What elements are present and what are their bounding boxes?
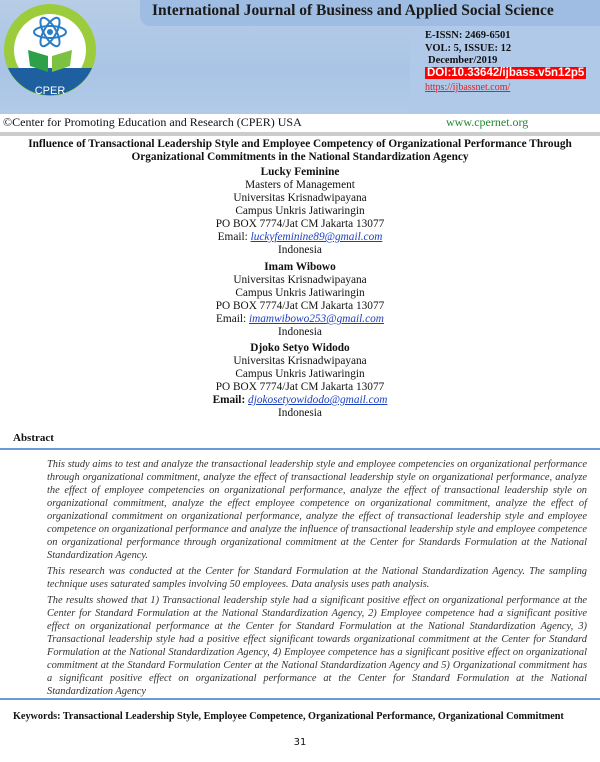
author-email-link[interactable]: imamwibowo253@gmail.com xyxy=(248,313,384,325)
email-label: Email: xyxy=(216,313,247,325)
author-affiliation: PO BOX 7774/Jat CM Jakarta 13077 xyxy=(215,300,385,312)
author-email-line xyxy=(0,231,600,244)
abstract-paragraph: This research was conducted at the Center for Standard Formulation at the National Standardization Agency. The sampling technique uses saturated samples involving 50 employees. Data analysis uses path analysis. xyxy=(47,566,587,590)
email-label: Email: xyxy=(217,231,248,243)
paper-title-line1: Influence of Transactional Leadership Style and Employee Competency of Organizational Performance Through xyxy=(28,138,572,150)
abstract-heading: Abstract xyxy=(13,432,54,444)
abstract-paragraph: The results showed that 1) Transactional leadership style had a significant positive effect on organizational performance at the Center for Standard Formulation at the National Standardization Agency, 2) Employee competence had a significant positive effect on organizational performance at the Center for Standard Formulation at the National Standardization Agency, 3) Transactional leadership style had a positive effect significant towards organizational commitment at the Center for Standard Formulation at the National Standardization Agency, 4) Employee competence has a significant positive effect on organizational commitment at the Standard Formulation Center at the National Standardization Agency and 5) Organizational commitment has a significant positive effect on organizational performance at the Center for Standard Formulation at the National Standardization Agency xyxy=(47,595,587,697)
org-url-link[interactable]: www.cpernet.org xyxy=(446,115,529,129)
issue-date: December/2019 xyxy=(428,55,498,66)
journal-header xyxy=(0,0,600,118)
abstract-bottom-rule xyxy=(0,698,600,700)
author-affiliation: PO BOX 7774/Jat CM Jakarta 13077 xyxy=(215,381,385,393)
author-name: Imam Wibowo xyxy=(264,261,336,273)
abstract-top-rule xyxy=(0,448,600,450)
divider xyxy=(0,132,600,136)
author-affiliation: Campus Unkris Jatiwaringin xyxy=(235,205,365,217)
author-country: Indonesia xyxy=(278,326,322,338)
author-country: Indonesia xyxy=(278,244,322,256)
author-email-link[interactable]: djokosetyowidodo@gmail.com xyxy=(248,394,388,406)
eissn: E-ISSN: 2469-6501 xyxy=(425,30,511,41)
author-affiliation: Universitas Krisnadwipayana xyxy=(233,274,367,286)
author-country: Indonesia xyxy=(278,407,322,419)
author-email-link[interactable]: luckyfeminine89@gmail.com xyxy=(250,231,383,243)
author-name: Lucky Feminine xyxy=(260,166,340,178)
org-bar xyxy=(0,114,600,130)
abstract-body xyxy=(47,458,587,701)
svg-text:CPER: CPER xyxy=(34,85,66,97)
author-name: Djoko Setyo Widodo xyxy=(250,342,350,354)
paper-title-line2: Organizational Commitments in the National Standardization Agency xyxy=(131,151,469,163)
volume-issue: VOL: 5, ISSUE: 12 xyxy=(425,43,512,54)
author-block xyxy=(0,261,600,339)
journal-title: International Journal of Business and Applied Social Science xyxy=(152,2,554,19)
author-affiliation: Universitas Krisnadwipayana xyxy=(233,355,367,367)
author-block xyxy=(0,342,600,420)
abstract-paragraph: This study aims to test and analyze the transactional leadership style and employee competencies on organizational performance through organizational commitment, analyze the effect of transactional leadership style on organizational performance, analyze the effect of employee competencies on organizational performance, analyze the effect of transactional leadership style on organizational commitment, analyze the effect employee competence on organizational commitment, analyze the effect of organizational commitment on organizational performance, analyze the effect of transactional leadership style and employee competence on organizational performance and analyze the influence of transactional leadership style and employee competence on organizational performance through organizational commitment at the Center for Standards Formulation at the National Standardization Agency. xyxy=(47,459,587,561)
cper-logo-icon xyxy=(2,2,98,102)
author-email-line xyxy=(0,313,600,326)
page-number: 31 xyxy=(293,737,307,748)
author-affiliation: Masters of Management xyxy=(245,179,355,191)
author-affiliation: Campus Unkris Jatiwaringin xyxy=(235,287,365,299)
author-affiliation: PO BOX 7774/Jat CM Jakarta 13077 xyxy=(215,218,385,230)
email-label: Email: xyxy=(212,394,246,406)
author-affiliation: Campus Unkris Jatiwaringin xyxy=(235,368,365,380)
doi: DOI:10.33642/ijbass.v5n12p5 xyxy=(427,67,585,79)
org-name: ©Center for Promoting Education and Research (CPER) USA xyxy=(3,115,302,129)
keywords: Keywords: Transactional Leadership Style, Employee Competence, Organizational Performance, Organizational Commitment xyxy=(13,711,564,722)
author-email-line xyxy=(0,394,600,407)
author-affiliation: Universitas Krisnadwipayana xyxy=(233,192,367,204)
author-block xyxy=(0,166,600,257)
journal-url-link[interactable]: https://ijbassnet.com/ xyxy=(425,82,511,93)
